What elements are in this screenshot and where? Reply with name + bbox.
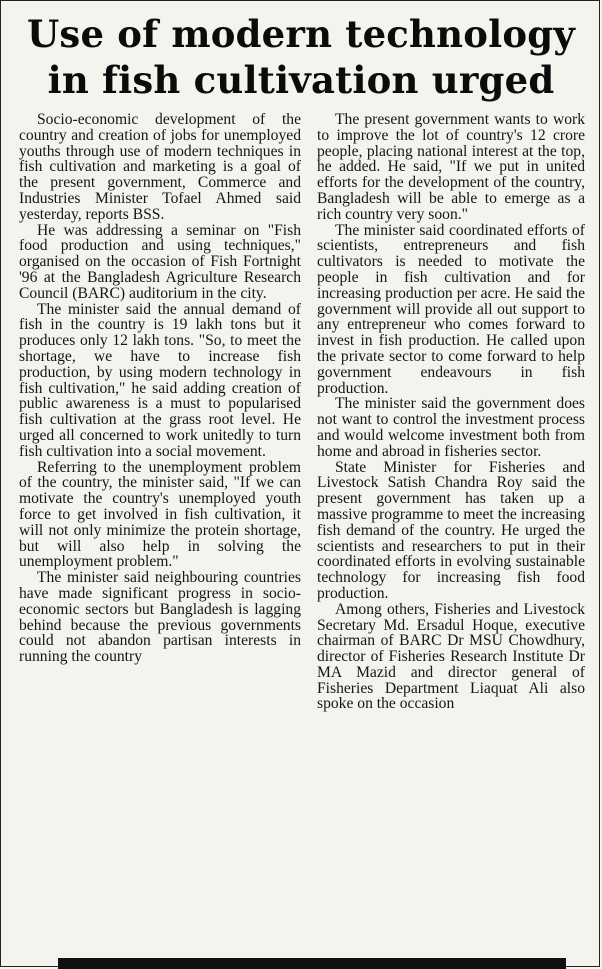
article-paragraph: Referring to the unemployment problem of the country, the minister said, "If we can motivate the country's unemployed youth force to get involved in fish cultivation, it will not only minimize the protein shortage, but will also help in solving the unemployment problem." <box>19 458 301 571</box>
article-paragraph: The minister said coordinated efforts of scientists, entrepreneurs and fish cultivators is needed to motivate the people in fish cultivation and for increasing production per acre. He said the government will provide all out support to any entrepreneur who comes forward to invest in fish production. He called upon the private sector to come forward to help government endeavours in fish production. <box>317 221 585 397</box>
headline-line-2: in fish cultivation urged <box>47 58 555 102</box>
article-paragraph: The minister said neighbouring countries have made significant progress in socio-economic sectors but Bangladesh is lagging behind because the previous governments could not abandon partisan interests in running the country <box>19 569 301 666</box>
article-paragraph: State Minister for Fisheries and Livestock Satish Chandra Roy said the present government has taken up a massive programme to meet the increasing fish demand of the country. He urged the scientists and researchers to put in their coordinated efforts in evolving sustainable technology for increasing fish food production. <box>317 458 585 602</box>
article-paragraph: The present government wants to work to improve the lot of country's 12 crore people, placing national interest at the top, he added. He said, "If we put in united efforts for the development of the country, Bangladesh will be able to emerge as a rich country very soon." <box>317 111 585 223</box>
bottom-rule <box>58 958 566 969</box>
headline <box>1 11 601 103</box>
article-column-left <box>19 112 301 665</box>
headline-line-1: Use of modern technology <box>26 12 576 56</box>
article-paragraph: He was addressing a seminar on "Fish food production and using techniques," organised on the occasion of Fish Fortnight '96 at the Bangladesh Agriculture Research Council (BARC) auditorium in the city. <box>19 221 301 302</box>
article-paragraph: Socio-economic development of the country and creation of jobs for unemployed youths through use of modern techniques in fish cultivation and marketing is a goal of the present government, Commerce and Industries Minister Tofael Ahmed said yesterday, reports BSS. <box>19 111 301 223</box>
article-column-right <box>317 112 585 712</box>
article-paragraph: Among others, Fisheries and Livestock Secretary Md. Ersadul Hoque, executive chairman of BARC Dr MSU Chowdhury, director of Fisheries Research Institute Dr MA Mazid and director general of Fisheries Department Liaquat Ali also spoke on the occasion <box>317 600 585 713</box>
article-paragraph: The minister said the annual demand of fish in the country is 19 lakh tons but it produces only 12 lakh tons. "So, to meet the shortage, we have to increase fish production, by using modern technology in fish cultivation," he said adding creation of public awareness is a must to popularised fish cultivation at the grass root level. He urged all concerned to work unitedly to turn fish cultivation into a social movement. <box>19 300 301 460</box>
article-paragraph: The minister said the government does not want to control the investment process and would welcome investment both from home and abroad in fisheries sector. <box>317 395 585 460</box>
